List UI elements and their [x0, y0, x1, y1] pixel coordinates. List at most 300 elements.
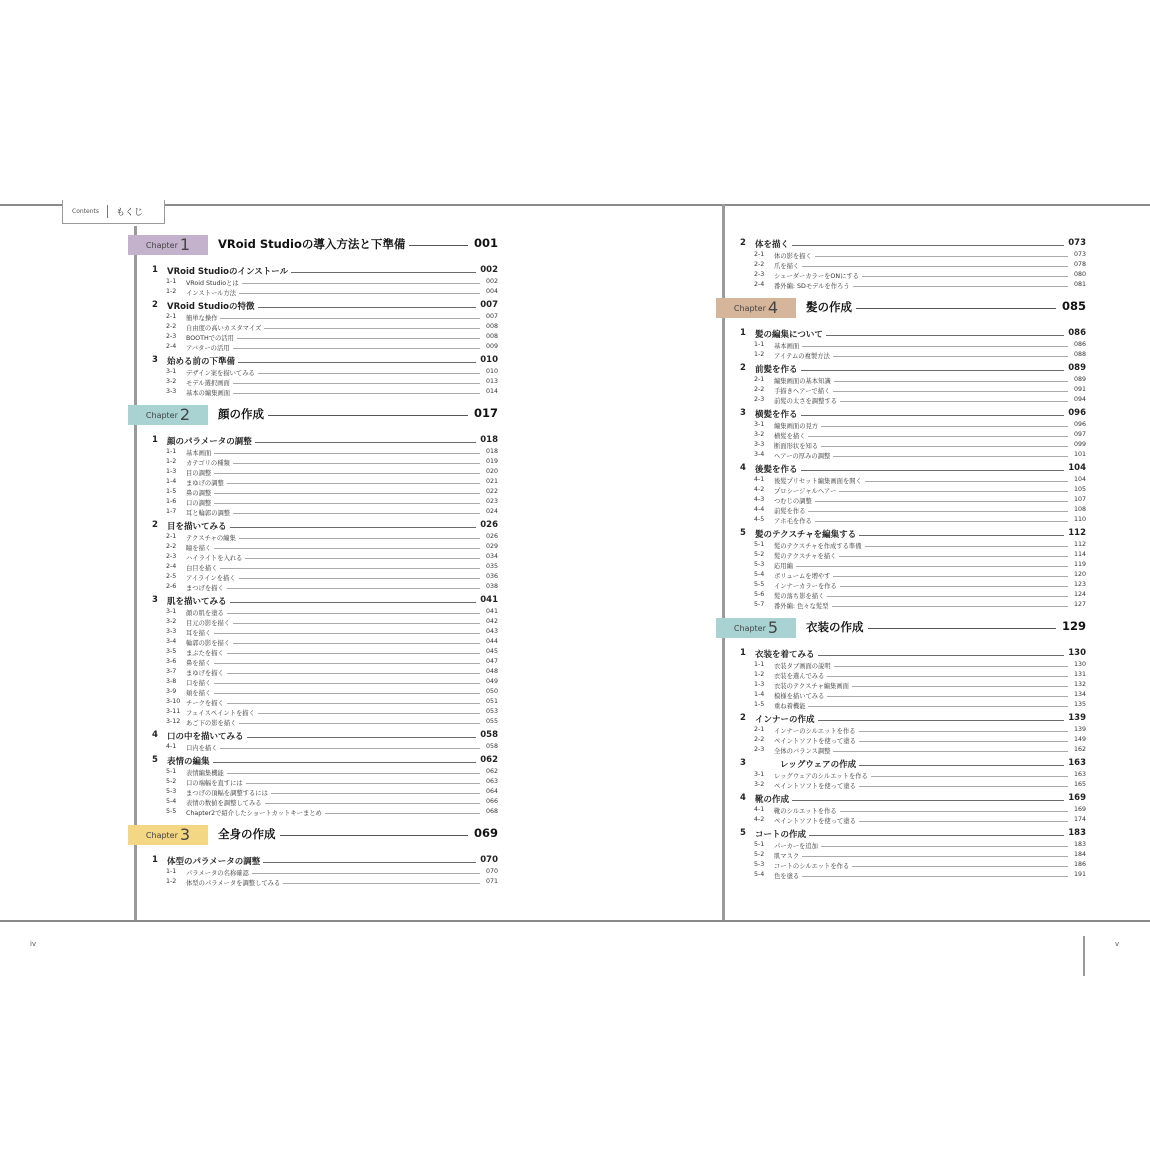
subsection-title: インナーカラーを作る	[774, 583, 837, 590]
subsection-title: フェイスペイントを描く	[186, 710, 255, 717]
subsection-title: 衣装タブ画面の説明	[774, 663, 831, 670]
subsection-number: 1-3	[166, 468, 177, 475]
subsection-row	[716, 691, 1086, 701]
subsection-title: Chapter2で紹介したショートカットキーまとめ	[186, 810, 322, 817]
subsection-row	[716, 871, 1086, 881]
subsection-page: 002	[485, 278, 498, 285]
subsection-page: 035	[485, 563, 498, 570]
subsection-number: 4-2	[754, 486, 765, 493]
subsection-row	[128, 458, 498, 468]
subsection-page: 108	[1073, 506, 1086, 513]
section-row	[716, 328, 1086, 341]
subsection-title: まゆげを描く	[186, 670, 224, 677]
subsection-title: アホ毛を作る	[774, 518, 812, 525]
subsection-row	[716, 476, 1086, 486]
subsection-number: 5-4	[754, 871, 765, 878]
subsection-row	[128, 553, 498, 563]
subsection-title: 顔の肌を塗る	[186, 610, 224, 617]
section-row	[128, 595, 498, 608]
subsection-title: パーカーを追加	[774, 843, 818, 850]
subsection-page: 139	[1073, 726, 1086, 733]
subsection-page: 044	[485, 638, 498, 645]
subsection-title: まつげを描く	[186, 585, 224, 592]
subsection-title: コートのシルエットを作る	[774, 863, 850, 870]
subsection-row	[716, 516, 1086, 526]
section-row	[128, 355, 498, 368]
section-title: 衣装を着てみる	[755, 650, 815, 660]
subsection-title: 基本画面	[774, 343, 800, 350]
subsection-number: 3-10	[166, 698, 181, 705]
leader-line	[230, 527, 476, 528]
subsection-page: 080	[1073, 271, 1086, 278]
subsection-title: まぶたを描く	[186, 650, 224, 657]
subsection-page: 045	[485, 648, 498, 655]
subsection-page: 123	[1073, 581, 1086, 588]
subsection-title: チークを描く	[186, 700, 224, 707]
section-page: 070	[480, 855, 498, 865]
subsection-page: 022	[485, 488, 498, 495]
leader-line	[808, 706, 1068, 707]
section-title: インナーの作成	[755, 715, 815, 725]
section-number: 5	[152, 755, 158, 765]
subsection-row	[128, 658, 498, 668]
subsection-number: 5-2	[166, 778, 177, 785]
chapter-badge	[128, 235, 208, 255]
leader-line	[796, 566, 1068, 567]
leader-line	[832, 606, 1068, 607]
section-page: 073	[1068, 238, 1086, 248]
subsection-row	[716, 396, 1086, 406]
subsection-number: 3-4	[166, 638, 177, 645]
subsection-page: 131	[1073, 671, 1086, 678]
leader-line	[252, 873, 480, 874]
subsection-number: 3-1	[166, 608, 177, 615]
chapter-label: Chapter	[145, 240, 178, 250]
leader-line	[859, 765, 1064, 766]
subsection-number: 3-7	[166, 668, 177, 675]
section-title: 顔のパラメータの調整	[167, 437, 252, 447]
subsection-title: アバターの活用	[186, 345, 230, 352]
section-page: 104	[1068, 463, 1086, 473]
leader-line	[808, 511, 1068, 512]
subsection-number: 2-3	[754, 396, 765, 403]
section-number: 1	[152, 435, 158, 445]
subsection-number: 2-3	[166, 333, 177, 340]
subsection-title: レッグウェアのシルエットを作る	[774, 773, 868, 780]
leader-line	[827, 596, 1068, 597]
subsection-page: 051	[485, 698, 498, 705]
subsection-title: ペイントソフトを使って塗る	[774, 818, 856, 825]
subsection-row	[128, 648, 498, 658]
leader-line	[268, 415, 468, 416]
subsection-title: まゆげの調整	[186, 480, 224, 487]
subsection-page: 174	[1073, 816, 1086, 823]
subsection-title: パラメータの名称確認	[186, 870, 249, 877]
section-page: 007	[480, 300, 498, 310]
leader-line	[840, 586, 1068, 587]
leader-line	[214, 683, 480, 684]
subsection-title: 衣装のテクスチャ編集画面	[774, 683, 849, 690]
subsection-row	[716, 541, 1086, 551]
subsection-number: 1-5	[754, 701, 765, 708]
subsection-page: 047	[485, 658, 498, 665]
leader-line	[801, 370, 1064, 371]
chapter-title: 衣装の作成	[806, 620, 864, 634]
subsection-page: 169	[1073, 806, 1086, 813]
leader-line	[821, 446, 1068, 447]
subsection-page: 064	[485, 788, 498, 795]
contents-tab	[62, 200, 165, 224]
leader-line	[239, 538, 480, 539]
section-page: 183	[1068, 828, 1086, 838]
subsection-row	[128, 468, 498, 478]
subsection-row	[128, 543, 498, 553]
leader-line	[792, 245, 1064, 246]
subsection-number: 3-11	[166, 708, 181, 715]
leader-line	[821, 846, 1068, 847]
subsection-page: 091	[1073, 386, 1086, 393]
subsection-number: 3-2	[166, 378, 177, 385]
section-title: 表情の編集	[167, 757, 210, 767]
subsection-number: 4-1	[754, 476, 765, 483]
leader-line	[220, 318, 480, 319]
subsection-page: 008	[485, 323, 498, 330]
subsection-number: 5-1	[166, 768, 177, 775]
section-page: 062	[480, 755, 498, 765]
chapter-label: Chapter	[733, 303, 766, 313]
subsection-page: 007	[485, 313, 498, 320]
chapter-title: VRoid Studioの導入方法と下準備	[218, 237, 406, 251]
section-page: 002	[480, 265, 498, 275]
leader-line	[802, 266, 1068, 267]
subsection-row	[716, 261, 1086, 271]
subsection-number: 2-6	[166, 583, 177, 590]
subsection-page: 078	[1073, 261, 1086, 268]
subsection-page: 086	[1073, 341, 1086, 348]
leader-line	[801, 470, 1064, 471]
subsection-number: 2-2	[754, 736, 765, 743]
leader-line	[852, 686, 1068, 687]
section-title: 後髪を作る	[755, 465, 798, 475]
leader-line	[833, 576, 1068, 577]
chapter-page: 085	[1061, 299, 1086, 313]
subsection-page: 023	[485, 498, 498, 505]
leader-line	[227, 773, 480, 774]
section-number: 5	[740, 828, 746, 838]
subsection-row	[128, 533, 498, 543]
leader-line	[264, 328, 480, 329]
section-number: 4	[152, 730, 158, 740]
subsection-row	[716, 421, 1086, 431]
subsection-row	[716, 431, 1086, 441]
leader-line	[325, 813, 480, 814]
subsection-title: ボリュームを増やす	[774, 573, 831, 580]
leader-line	[862, 276, 1068, 277]
subsection-number: 5-3	[166, 788, 177, 795]
leader-line	[827, 676, 1068, 677]
subsection-page: 014	[485, 388, 498, 395]
subsection-number: 2-1	[754, 376, 765, 383]
subsection-number: 3-1	[166, 368, 177, 375]
section-page: 041	[480, 595, 498, 605]
section-row	[716, 528, 1086, 541]
subsection-page: 099	[1073, 441, 1086, 448]
subsection-number: 3-2	[754, 431, 765, 438]
subsection-page: 096	[1073, 421, 1086, 428]
subsection-page: 024	[485, 508, 498, 515]
subsection-page: 043	[485, 628, 498, 635]
section-number: 4	[740, 793, 746, 803]
subsection-page: 071	[485, 878, 498, 885]
section-title: 髪の編集について	[755, 330, 823, 340]
section-number: 1	[740, 328, 746, 338]
subsection-number: 4-4	[754, 506, 765, 513]
subsection-number: 3-5	[166, 648, 177, 655]
subsection-page: 127	[1073, 601, 1086, 608]
subsection-title: 表情の数値を調整してみる	[186, 800, 262, 807]
subsection-title: ハイライトを入れる	[186, 555, 243, 562]
section-row	[716, 793, 1086, 806]
subsection-number: 3-3	[166, 388, 177, 395]
subsection-page: 068	[485, 808, 498, 815]
subsection-row	[128, 743, 498, 753]
subsection-number: 5-6	[754, 591, 765, 598]
subsection-page: 088	[1073, 351, 1086, 358]
subsection-row	[128, 788, 498, 798]
subsection-title: 自由度の高いカスタマイズ	[186, 325, 262, 332]
subsection-row	[716, 251, 1086, 261]
leader-line	[859, 821, 1068, 822]
subsection-page: 184	[1073, 851, 1086, 858]
section-row	[716, 238, 1086, 251]
subsection-row	[716, 486, 1086, 496]
subsection-title: アイラインを描く	[186, 575, 236, 582]
subsection-title: 編集画面の基本知識	[774, 378, 831, 385]
subsection-page: 036	[485, 573, 498, 580]
subsection-title: ペイントソフトを使って塗る	[774, 783, 856, 790]
subsection-page: 073	[1073, 251, 1086, 258]
subsection-title: 断面形状を知る	[774, 443, 819, 450]
section-title: VRoid Studioのインストール	[167, 267, 289, 277]
subsection-number: 1-2	[166, 288, 177, 295]
leader-line	[239, 723, 480, 724]
subsection-row	[716, 816, 1086, 826]
section-row	[716, 713, 1086, 726]
subsection-page: 010	[485, 368, 498, 375]
subsection-title: 瞳を描く	[186, 545, 212, 552]
section-page: 086	[1068, 328, 1086, 338]
leader-line	[834, 666, 1068, 667]
subsection-row	[128, 333, 498, 343]
subsection-row	[128, 288, 498, 298]
subsection-page: 114	[1073, 551, 1086, 558]
subsection-number: 2-1	[166, 313, 177, 320]
subsection-row	[716, 591, 1086, 601]
subsection-number: 3-12	[166, 718, 181, 725]
subsection-number: 2-3	[754, 271, 765, 278]
subsection-row	[128, 778, 498, 788]
subsection-number: 5-2	[754, 551, 765, 558]
subsection-page: 042	[485, 618, 498, 625]
section-row	[128, 730, 498, 743]
section-row	[128, 755, 498, 768]
subsection-page: 049	[485, 678, 498, 685]
subsection-page: 019	[485, 458, 498, 465]
section-title: レッグウェアの作成	[780, 760, 857, 770]
section-page: 139	[1068, 713, 1086, 723]
subsection-row	[128, 718, 498, 728]
subsection-title: あご下の影を描く	[186, 720, 237, 727]
subsection-title: 髪の落ち影を描く	[774, 593, 825, 600]
subsection-row	[716, 451, 1086, 461]
subsection-row	[128, 488, 498, 498]
subsection-title: 耳と輪郭の調整	[186, 510, 231, 517]
leader-line	[242, 283, 480, 284]
subsection-row	[128, 323, 498, 333]
subsection-page: 008	[485, 333, 498, 340]
subsection-title: 番外編: SDモデルを作ろう	[774, 283, 850, 290]
subsection-row	[716, 681, 1086, 691]
section-title: コートの作成	[755, 830, 807, 840]
leader-line	[227, 673, 480, 674]
leader-line	[233, 463, 480, 464]
leader-line	[258, 373, 480, 374]
subsection-title: 衣装を選んでみる	[774, 673, 825, 680]
subsection-number: 3-6	[166, 658, 177, 665]
leader-line	[263, 862, 476, 863]
subsection-row	[128, 378, 498, 388]
section-number: 3	[740, 758, 746, 768]
subsection-number: 4-3	[754, 496, 765, 503]
leader-line	[233, 643, 480, 644]
section-number: 2	[740, 713, 746, 723]
leader-line	[868, 628, 1056, 629]
leader-line	[245, 558, 480, 559]
subsection-number: 5-5	[754, 581, 765, 588]
subsection-title: 鼻を描く	[186, 660, 212, 667]
subsection-number: 2-4	[166, 343, 177, 350]
subsection-number: 1-1	[166, 868, 177, 875]
subsection-page: 134	[1073, 691, 1086, 698]
section-number: 5	[740, 528, 746, 538]
subsection-number: 1-2	[166, 458, 177, 465]
subsection-page: 013	[485, 378, 498, 385]
subsection-number: 3-9	[166, 688, 177, 695]
section-title: 靴の作成	[755, 795, 790, 805]
subsection-title: デザイン案を描いてみる	[186, 370, 255, 377]
bottom-rule	[0, 920, 1150, 922]
leader-line	[840, 401, 1068, 402]
subsection-number: 1-3	[754, 681, 765, 688]
chapter-heading	[716, 616, 1086, 643]
section-number: 1	[740, 648, 746, 658]
subsection-row	[716, 351, 1086, 361]
subsection-number: 3-2	[754, 781, 765, 788]
leader-line	[856, 308, 1056, 309]
leader-line	[233, 513, 480, 514]
subsection-row	[128, 368, 498, 378]
subsection-page: 026	[485, 533, 498, 540]
subsection-title: 簡単な操作	[186, 315, 218, 322]
subsection-number: 5-4	[754, 571, 765, 578]
subsection-title: カテゴリの種類	[186, 460, 230, 467]
section-number: 3	[740, 408, 746, 418]
subsection-row	[128, 638, 498, 648]
leader-line	[233, 383, 480, 384]
subsection-number: 2-5	[166, 573, 177, 580]
subsection-title: 目元の影を描く	[186, 620, 231, 627]
leader-line	[833, 356, 1068, 357]
subsection-row	[716, 551, 1086, 561]
leader-line	[802, 876, 1068, 877]
subsection-title: 全体のバランス調整	[774, 748, 831, 755]
subsection-page: 165	[1073, 781, 1086, 788]
leader-line	[871, 776, 1068, 777]
subsection-row	[716, 561, 1086, 571]
subsection-row	[128, 608, 498, 618]
leader-line	[227, 653, 480, 654]
subsection-number: 2-3	[166, 553, 177, 560]
subsection-number: 1-4	[754, 691, 765, 698]
subsection-title: 口の端幅を直すには	[186, 780, 243, 787]
leader-line	[409, 245, 468, 246]
subsection-row	[128, 618, 498, 628]
leader-line	[238, 362, 476, 363]
leader-line	[840, 811, 1068, 812]
section-number: 1	[152, 855, 158, 865]
section-title: 髪のテクスチャを編集する	[755, 530, 857, 540]
subsection-page: 048	[485, 668, 498, 675]
subsection-row	[716, 601, 1086, 611]
subsection-row	[716, 841, 1086, 851]
section-number: 2	[740, 238, 746, 248]
chapter-title: 顔の作成	[218, 407, 264, 421]
chapter-heading	[716, 296, 1086, 323]
subsection-title: 番外編: 色々な髪型	[774, 603, 829, 610]
subsection-row	[128, 868, 498, 878]
chapter-heading	[128, 403, 498, 430]
section-number: 2	[152, 520, 158, 530]
subsection-number: 1-1	[166, 278, 177, 285]
section-number: 2	[152, 300, 158, 310]
subsection-row	[716, 771, 1086, 781]
subsection-row	[716, 661, 1086, 671]
leader-line	[213, 762, 476, 763]
leader-line	[859, 741, 1068, 742]
subsection-title: 口を描く	[186, 680, 212, 687]
subsection-title: モデル選択画面	[186, 380, 230, 387]
section-page: 010	[480, 355, 498, 365]
subsection-title: 基本画面	[186, 450, 212, 457]
subsection-row	[716, 746, 1086, 756]
subsection-page: 058	[485, 743, 498, 750]
subsection-number: 4-1	[166, 743, 177, 750]
section-row	[128, 435, 498, 448]
chapter-number: 4	[767, 298, 779, 317]
leader-line	[283, 883, 480, 884]
subsection-title: VRoid Studioとは	[186, 280, 239, 287]
subsection-page: 119	[1073, 561, 1086, 568]
leader-line	[237, 338, 480, 339]
chapter-label: Chapter	[145, 830, 178, 840]
subsection-number: 3-8	[166, 678, 177, 685]
subsection-number: 5-1	[754, 541, 765, 548]
subsection-row	[716, 726, 1086, 736]
leader-line	[233, 348, 480, 349]
chapter-badge	[128, 825, 208, 845]
subsection-row	[128, 878, 498, 888]
subsection-title: 輪郭の影を描く	[186, 640, 231, 647]
